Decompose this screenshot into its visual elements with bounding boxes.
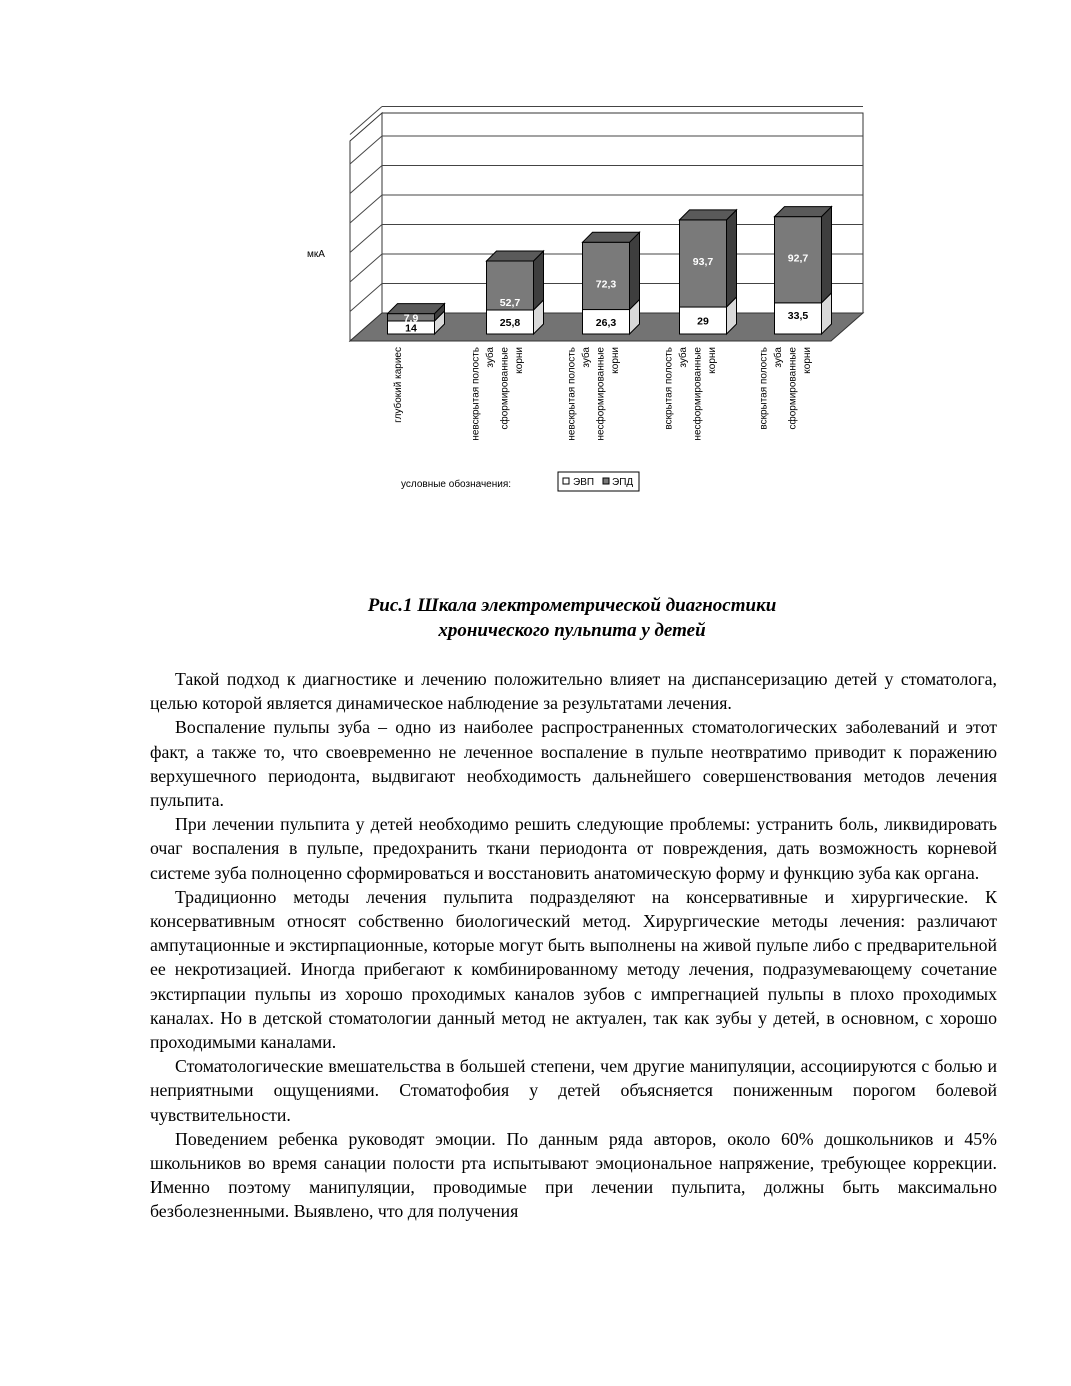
figure-caption-line-2: хронического пульпита у детей (438, 620, 706, 641)
category-label: зуба (484, 347, 496, 368)
bar-epd-top (487, 251, 544, 261)
category-label: сформированные (787, 347, 799, 430)
bar-epd-side (822, 207, 832, 303)
y-axis-label: мкА (307, 249, 325, 260)
data-label-evp: 25,8 (499, 317, 521, 330)
category-label: зуба (772, 347, 784, 368)
paragraph: Поведением ребенка руководят эмоции. По данным ряда авторов, около 60% дошкольников и 45% школьников во время санации полости рта испытывают эмоциональное напряжение, требующее коррекции. Именно поэтому манипуляции, проводимые при лечении пульпита, должны быть максимально безболезненными. Выявлено, что для получения (150, 1128, 997, 1222)
category-label: невскрытая полость (566, 347, 578, 441)
figure-caption-line-1: Рис.1 Шкала электрометрической диагностики (367, 595, 777, 616)
body-text (150, 667, 997, 1224)
bar-epd-top (680, 210, 737, 220)
category-label: корни (801, 347, 813, 374)
data-label-evp: 29 (697, 315, 709, 328)
legend-swatch-epd (603, 478, 609, 484)
legend-swatch-evp (563, 478, 569, 484)
paragraph: Стоматологические вмешательства в большей степени, чем другие манипуляции, ассоциируются с болью и неприятными ощущениями. Стоматофобия у детей объясняется пониженным порогом болевой чувствительности. (150, 1056, 997, 1125)
category-label: корни (513, 347, 525, 374)
category-label: вскрытая полость (663, 347, 675, 430)
paragraph: Традиционно методы лечения пульпита подразделяют на консервативные и хирургические. К консервативным относят собственно биологический метод. Хирургические методы лечения: различают ампутационные и экстирпационные, которые могут быть выполнены на живой пульпе либо с предварительной ее некротизацией. Иногда прибегают к комбинированному методу лечения, подразумевающему сочетание экстирпации пульпы из хорошо проходимых каналов зубов с импрегнацией пульпы в плохо проходимых каналах. Но в детской стоматологии данный метод не актуален, так как зубы у детей, в основном, с хорошо проходимыми каналами. (150, 886, 997, 1053)
bar-epd-front (583, 242, 630, 309)
legend-title: условные обозначения: (401, 479, 512, 490)
category-label: глубокий кариес (393, 347, 404, 423)
category-label: зуба (580, 347, 592, 368)
category-label: несформированные (692, 347, 704, 441)
legend-label-evp: ЭВП (573, 477, 595, 488)
data-label-epd: 7,9 (403, 312, 419, 325)
category-label: корни (609, 347, 621, 374)
paragraph: Воспаление пульпы зуба – одно из наиболее распространенных стоматологических заболеваний и этот факт, а также то, что своевременно не леченное воспаление в пульпе неотвратимо приводит к поражению верхушечного периодонта, выдвигают необходимость дальнейшего совершенствования методов лечения пульпита. (150, 717, 997, 811)
data-label-epd: 93,7 (692, 255, 714, 268)
category-label: корни (706, 347, 718, 374)
data-label-epd: 52,7 (499, 296, 521, 309)
legend-label-epd: ЭПД (612, 477, 634, 488)
paragraph: При лечении пульпита у детей необходимо решить следующие проблемы: устранить боль, ликвидировать очаг воспаления в пульпе, предохранить ткани периодонта от повреждения, дать возможность корневой системе зуба полноценно сформироваться и восстановить анатомическую форму и функцию зуба как органа. (150, 814, 997, 883)
category-label: сформированные (499, 347, 511, 430)
bar-epd-top (775, 207, 832, 217)
data-label-epd: 72,3 (595, 278, 617, 291)
data-label-evp: 26,3 (595, 316, 617, 329)
data-label-epd: 92,7 (787, 252, 809, 265)
data-label-evp: 33,5 (787, 309, 809, 322)
category-label: зуба (677, 347, 689, 368)
bar-epd-side (727, 210, 737, 307)
figure-chart (0, 0, 1071, 560)
bar-epd-side (630, 232, 640, 309)
data-label-evp: 14 (405, 322, 417, 335)
category-label: несформированные (595, 347, 607, 441)
category-label: вскрытая полость (758, 347, 770, 430)
bar-epd-top (583, 232, 640, 242)
category-label: невскрытая полость (470, 347, 482, 441)
paragraph: Такой подход к диагностике и лечению положительно влияет на диспансеризацию детей у стоматолога, целью которой является динамическое наблюдение за результатами лечения. (150, 669, 997, 714)
